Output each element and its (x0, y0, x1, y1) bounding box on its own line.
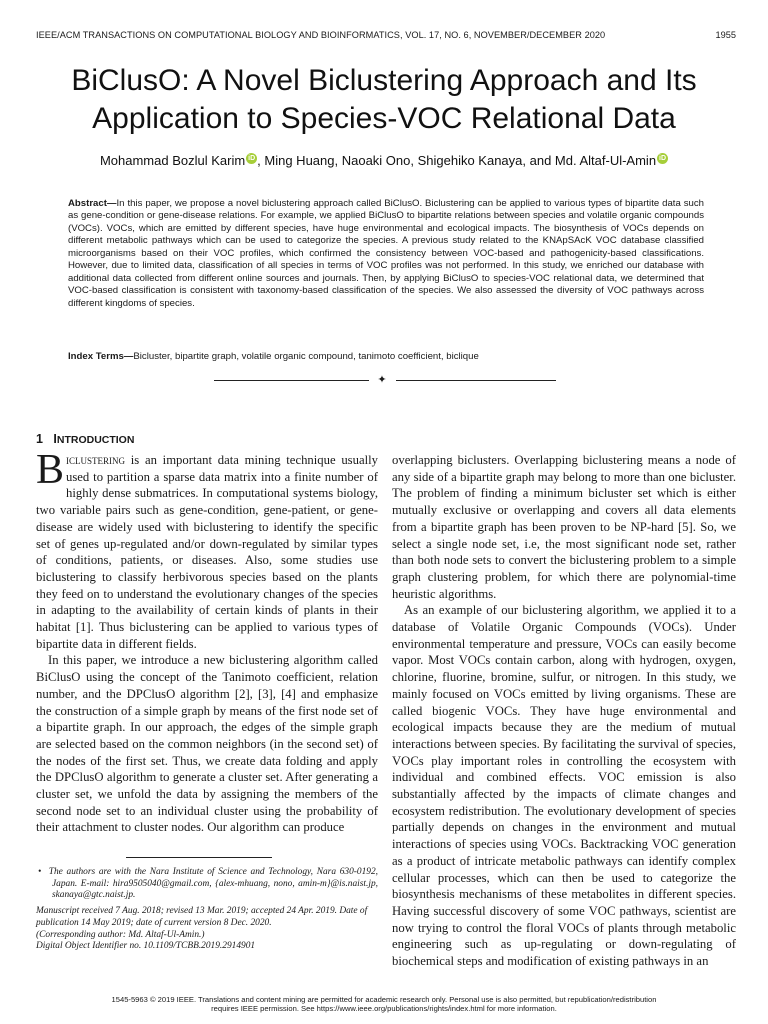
copyright-line-1: 1545-5963 © 2019 IEEE. Translations and content mining are permitted for academic research only. Personal use is also permitted, but republication/redistribution (111, 995, 657, 1004)
page-number: 1955 (715, 30, 736, 40)
index-terms (68, 351, 704, 362)
abstract (68, 198, 704, 310)
section-number: 1 (36, 432, 43, 446)
paragraph: As an example of our biclustering algorithm, we applied it to a database of Volatile Organic Compounds (VOCs). Under environmental temperature and pressure, VOCs can easily become vapor. Most VOCs contain carbon, along with hydrogen, oxygen, chlorine, fluorine, bromine, sulfur, or nitrogen. In this study, we mainly focused on VOCs emitted by living organisms. These are called biogenic VOCs. They have huge environmental and ecological impacts because they are the medium of mutual interactions between species. By facilitating the survival of species, VOCs play important roles in controlling the ecosystem with individual and combined effects. VOC emission is also substantially affected by the impacts of climate changes and ecosystem redistribution. The evolutionary development of species partially depends on changes in the environment and mutual interactions of species using VOCs. Backtracking VOC generation as a product of intricate metabolic pathways can identify complex cellular processes, which can then be used to categorize the biosynthesis mechanisms of these metabolites in different species. Having successful discovery of some VOC pathways, scientist are now trying to control the floral VOCs of plants through metabolic engineering such as up-regulating or down-regulating of biochemical steps and modification of existing pathways in an (392, 603, 736, 969)
separator-rule-right (396, 380, 556, 381)
section-title-rest: NTRODUCTION (56, 434, 135, 446)
abstract-text: In this paper, we propose a novel biclustering approach called BiClusO. Biclustering can be applied to various types of bipartite data such as gene-condition or gene-disease relations. For example, we applied BiClusO to bipartite relations between species and volatile organic compounds (VOCs). VOCs, which are emitted by different species, have huge environmental and ecological impacts. The biosynthesis of VOCs depends on different metabolic pathways which can be used to categorize the species. A previous study related to the KNApSAcK VOC database classified microorganisms based on their VOC profiles, which confirmed the consistency between VOC-based and pathogenicity-based classifications. However, due to limited data, classification of all species in terms of VOC profiles was not performed. In this study, we enriched our database with additional data collected from different online sources and journals. Then, by applying BiClusO to species-VOC relational data, we determined that VOC-based classification is consistent with taxonomy-based classification of the species. We also assessed the diversity of VOC pathways across different kingdoms of species. (68, 198, 704, 309)
section-heading (36, 432, 134, 446)
separator-rule-left (214, 380, 369, 381)
paragraph: In this paper, we introduce a new biclustering algorithm called BiClusO using the concept of the Tanimoto coefficient, relation number, and the DPClusO algorithm [2], [3], [4] and emphasize the construction of a simple graph by means of the first node set of a bipartite graph. In our approach, the edges of the simple graph are selected based on the common neighbors (in the second set) of the nodes of the first set. Thus, we create data folding and apply the DPClusO algorithm to generate a cluster set. After generating a cluster set, we unfold the data by assigning the members of the second node set to an individual cluster using the probability of their attachment to cluster nodes. Our algorithm can produce (36, 653, 378, 835)
running-head: IEEE/ACM TRANSACTIONS ON COMPUTATIONAL BIOLOGY AND BIOINFORMATICS, VOL. 17, NO. 6, NOVEMBER/DECEMBER 2020 (36, 30, 606, 40)
index-terms-text: Bicluster, bipartite graph, volatile organic compound, tanimoto coefficient, biclique (133, 351, 479, 362)
orcid-icon[interactable]: iD (659, 155, 667, 162)
dropcap: B (36, 447, 65, 493)
manuscript-history: Manuscript received 7 Aug. 2018; revised 13 Mar. 2019; accepted 24 Apr. 2019. Date of publication 14 May 2019; date of current version 8 Dec. 2020. (36, 906, 368, 928)
footnote-rule (126, 857, 272, 858)
section-title-initial: I (53, 432, 57, 446)
paper-title: BiClusO: A Novel Biclustering Approach and Its Application to Species-VOC Relational Data (71, 64, 697, 135)
index-terms-label: Index Terms— (68, 351, 134, 362)
orcid-icon[interactable]: iD (248, 155, 256, 162)
lead-word: iclustering (66, 453, 126, 467)
author-rest: , Ming Huang, Naoaki Ono, Shigehiko Kanaya, and Md. Altaf-Ul-Amin (257, 153, 657, 168)
paragraph (36, 447, 378, 652)
footnote-affiliation (36, 867, 378, 902)
copyright-line-2: requires IEEE permission. See https://www.ieee.org/publications/rights/index.html for more information. (211, 1004, 557, 1014)
abstract-label: Abstract— (68, 198, 117, 209)
separator-diamond-icon: ✦ (377, 374, 387, 386)
doi: Digital Object Identifier no. 10.1109/TCBB.2019.2914901 (36, 941, 256, 952)
affiliation-text: The authors are with the Nara Institute of Science and Technology, Nara 630-0192, Japan. E-mail: hira9505040@gmail.com, {alex-mhuang, nono, amin-m}@is.naist.jp, skanaya@gtc.naist.jp. (48, 867, 378, 901)
author-first: Mohammad Bozlul Karim (99, 153, 246, 168)
paragraph: overlapping biclusters. Overlapping biclustering means a node of any side of a bipartite graph may belong to more than one bicluster. The problem of finding a minimum bicluster set which is either mutually exclusive or overlapping and covers all data elements from a bipartite graph has been proven to be NP-hard [5]. So, we select a single node set, i.e, the most significant node set, rather than both node sets to convert the biclustering problem to a simple graph clustering problem, for which there are polynomial-time heuristic algorithms. (392, 453, 736, 601)
paragraph-text: is an important data mining technique usually used to partition a sparse data matrix into a finite number of highly dense submatrices. In computational systems biology, two variable pairs such as gene-condition, gene-patient, or gene-disease are widely used with biclustering to identify the specific set of genes up-regulated and/or down-regulated by similar types of conditions, patients, or diseases. Also, some studies use biclustering to classify herbivorous species based on the plants they feed on to understand the evolutionary changes of the species in adapting to the availability of certain kinds of plants in their habitat [1]. Thus biclustering can be applied to various types of bipartite data in different fields. (36, 453, 378, 651)
body-column-right (392, 452, 736, 970)
copyright-notice (60, 995, 708, 1014)
footnotes (36, 867, 378, 953)
body-column-left (36, 447, 378, 836)
author-list (20, 153, 748, 168)
corresponding-author: (Corresponding author: Md. Altaf-Ul-Amin.) (36, 929, 205, 940)
footnote-bullet: • (38, 867, 42, 877)
